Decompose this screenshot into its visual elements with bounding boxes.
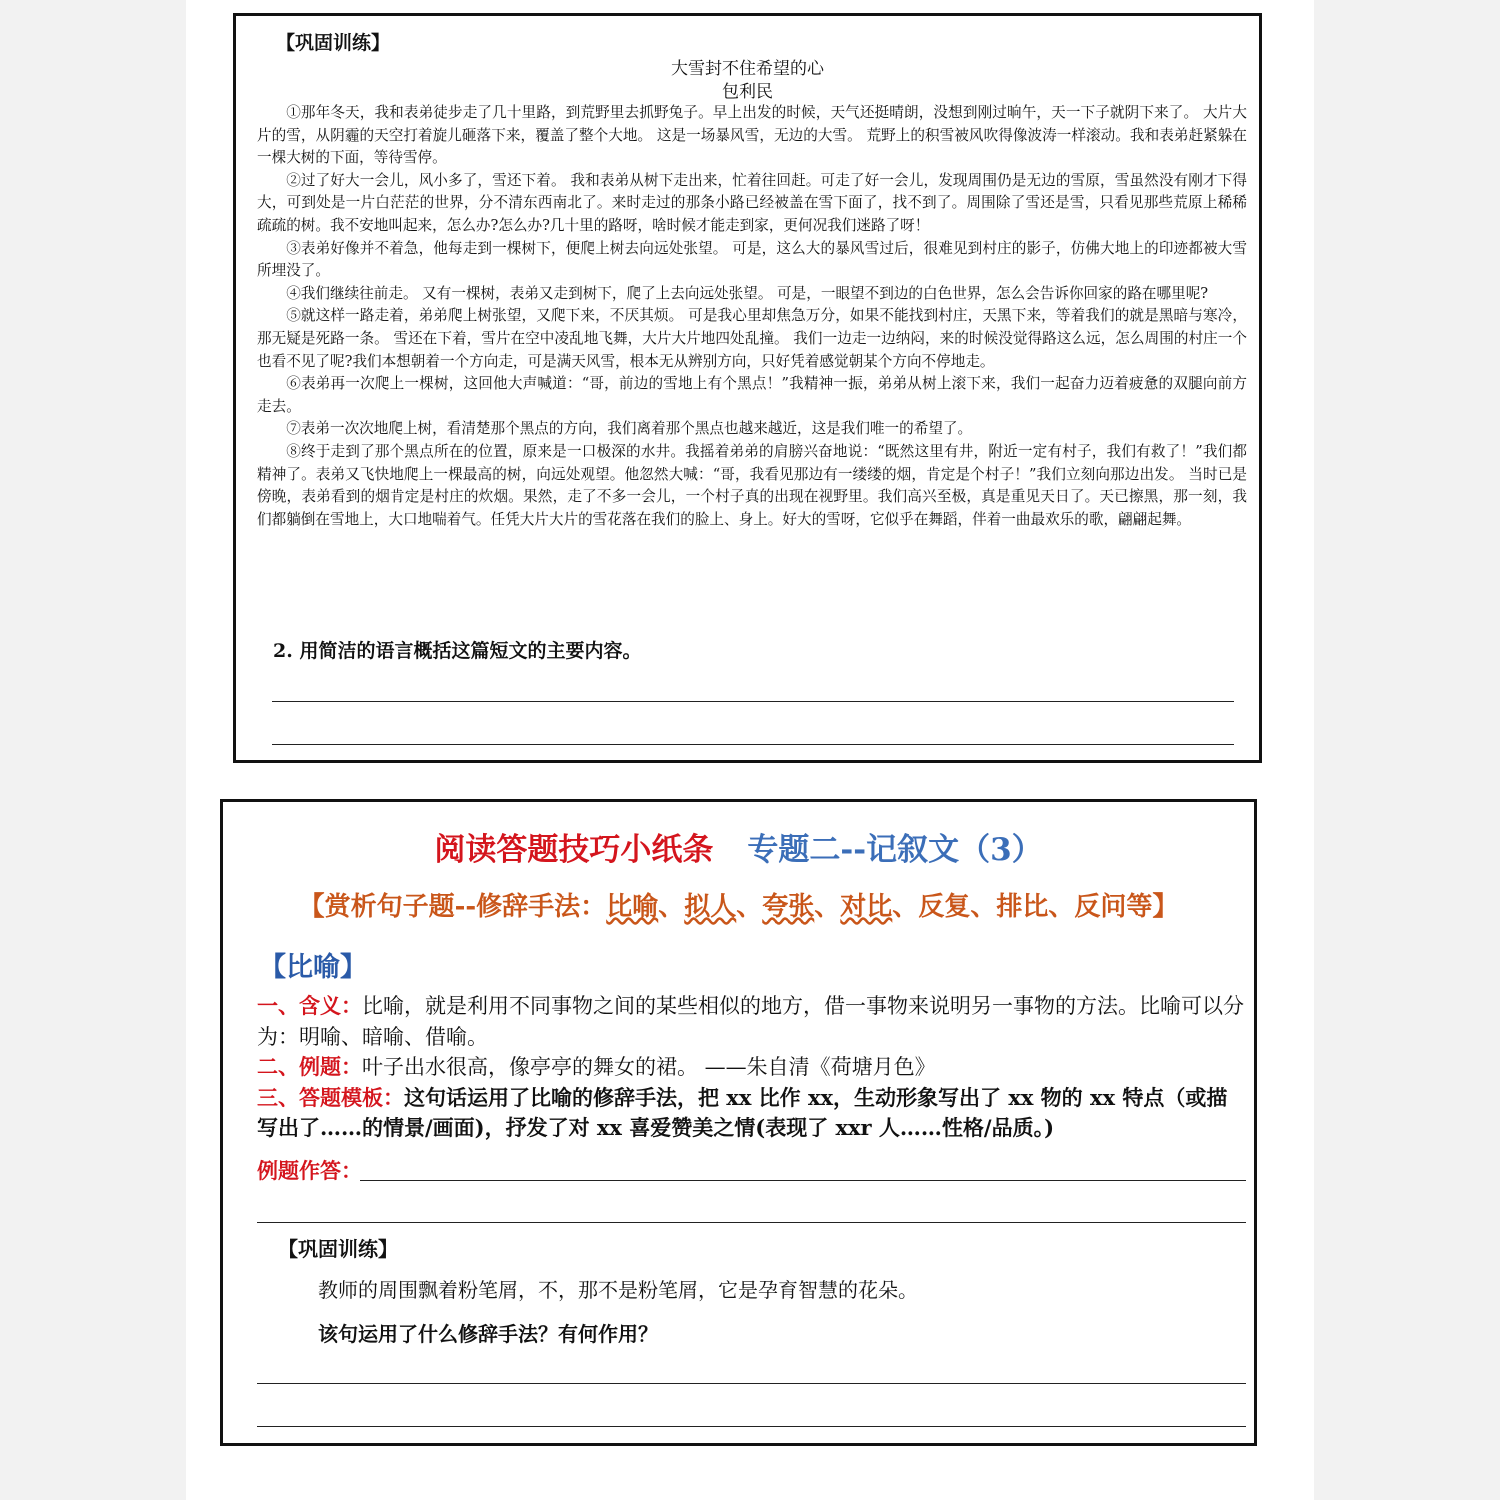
story-title: 大雪封不住希望的心 [671,59,824,79]
training-answer-line-1[interactable] [257,1383,1246,1384]
template-label: 三、答题模板： [257,1084,404,1110]
topic-item: 排比 [996,892,1049,922]
definition-template [257,1083,1245,1144]
paragraph-2: ②过了好大一会儿，风小多了，雪还下着。 我和表弟从树下走出来，忙着往回赶。可走了好一会儿，发现周围仍是无边的雪原，雪虽然没有刚才下得大，可到处是一片白茫茫的世界，分不清东西南北了。来时走过的那条小路已经被盖在雪下面了，找不到了。周围除了雪还是雪，只看见那些荒原上稀稀疏疏的树。我不安地叫起来，怎么办?怎么办?几十里的路呀，啥时候才能走到家，更何况我们迷路了呀！ [257,171,1247,234]
training-heading: 【巩固训练】 [278,1237,398,1261]
example-label: 二、例题： [257,1054,362,1079]
tips-title-main: 阅读答题技巧小纸条 [434,832,714,868]
paragraph-8: ⑧终于走到了那个黑点所在的位置，原来是一口极深的水井。我摇着弟弟的肩膀兴奋地说：“既然这里有井，附近一定有村子，我们有救了！”我们都精神了。表弟又飞快地爬上一棵最高的树，向远处观望。他忽然大喊：“哥，我看见那边有一缕缕的烟，肯定是个村子！”我们立刻向那边出发。 当时已是傍晚，表弟看到的烟肯定是村庄的炊烟。果然，走了不多一会儿，一个村子真的出现在视野里。我们高兴至极，真是重见天日了。天已擦黑，那一刻，我们都躺倒在雪地上，大口地喘着气。任凭大片大片的雪花落在我们的脸上、身上。好大的雪呀，它似乎在舞蹈，伴着一曲最欢乐的歌，翩翩起舞。 [257,442,1247,528]
topic-prefix: 【赏析句子题--修辞手法： [298,892,607,922]
topic-sep: 、 [892,892,919,922]
topic-sep: 、 [736,892,763,922]
training-answer-line-2[interactable] [257,1426,1246,1427]
section-heading-metaphor: 【比喻】 [259,952,367,983]
training-sentence: 教师的周围飘着粉笔屑，不，那不是粉笔屑，它是孕育智慧的花朵。 [318,1278,918,1302]
definition-example [257,1052,1245,1083]
paragraph-1: ①那年冬天，我和表弟徒步走了几十里路，到荒野里去抓野兔子。早上出发的时候，天气还挺晴朗，没想到刚过晌午，天一下子就阴下来了。 大片大片的雪，从阴霾的天空打着旋儿砸落下来，覆盖了整个大地。 这是一场暴风雪，无边的大雪。 荒野上的积雪被风吹得像波涛一样滚动。我和表弟赶紧躲在一棵大树的下面，等待雪停。 [257,104,1247,167]
topic-line [223,886,1254,923]
tips-title-sub: 专题二--记叙文（3） [747,832,1043,868]
training-card-story [233,13,1262,763]
card1-heading: 【巩固训练】 [276,32,391,54]
paragraph-3: ③表弟好像并不着急，他每走到一棵树下，便爬上树去向远处张望。 可是，这么大的暴风雪过后，很难见到村庄的影子，仿佛大地上的印迹都被大雪所埋没了。 [257,239,1247,280]
topic-item: 对比 [840,892,893,922]
tips-card-metaphor [220,799,1257,1446]
story-author: 包利民 [722,82,773,102]
definition-block [257,991,1245,1144]
template-text: 这句话运用了比喻的修辞手法，把 xx 比作 xx，生动形象写出了 xx 物的 xx 特点（或描写出了……的情景/画面)，抒发了对 xx 喜爱赞美之情(表现了 xxr 人……性格/品质。) [257,1084,1228,1140]
topic-sep: 、 [1048,892,1075,922]
paragraph-7: ⑦表弟一次次地爬上树，看清楚那个黑点的方向，我们离着那个黑点也越来越近，这是我们唯一的希望了。 [286,420,973,438]
topic-item: 反复 [918,892,971,922]
example-answer-label: 例题作答： [257,1158,362,1183]
topic-sep: 、 [970,892,997,922]
topic-sep: 、 [814,892,841,922]
example-answer-line-2[interactable] [257,1222,1246,1223]
tips-title [223,824,1254,869]
example-text: 叶子出水很高，像亭亭的舞女的裙。 ——朱自清《荷塘月色》 [362,1055,936,1079]
topic-item: 反问等 [1074,892,1153,922]
meaning-label: 一、含义： [257,993,362,1018]
paragraph-6: ⑥表弟再一次爬上一棵树，这回他大声喊道：“哥，前边的雪地上有个黑点！”我精神一振，弟弟从树上滚下来，我们一起奋力迈着疲惫的双腿向前方走去。 [257,375,1247,415]
topic-item: 比喻 [606,892,659,922]
answer-line-2[interactable] [272,744,1234,745]
topic-sep: 、 [658,892,685,922]
story-passage [257,102,1247,531]
example-answer-line-1[interactable] [360,1180,1246,1181]
topic-suffix: 】 [1152,892,1179,922]
summary-question: 2. 用简洁的语言概括这篇短文的主要内容。 [273,640,642,662]
training-question: 该句运用了什么修辞手法？有何作用？ [318,1322,658,1346]
meaning-text: 比喻，就是利用不同事物之间的某些相似的地方，借一事物来说明另一事物的方法。比喻可以分为：明喻、暗喻、借喻。 [257,994,1244,1049]
topic-item: 夸张 [762,892,815,922]
answer-line-1[interactable] [272,701,1234,702]
paragraph-5: ⑤就这样一路走着，弟弟爬上树张望，又爬下来，不厌其烦。 可是我心里却焦急万分，如果不能找到村庄，天黑下来，等着我们的就是黑暗与寒冷，那无疑是死路一条。 雪还在下着，雪片在空中凌乱地飞舞，大片大片地四处乱撞。 我们一边走一边纳闷，来的时候没觉得路这么远，怎么周围的村庄一个也看不见了呢?我们本想朝着一个方向走，可是满天风雪，根本无从辨别方向，只好凭着感觉朝某个方向不停地走。 [257,307,1247,370]
definition-meaning [257,991,1245,1052]
paragraph-4: ④我们继续往前走。 又有一棵树，表弟又走到树下，爬了上去向远处张望。 可是，一眼望不到边的白色世界，怎么会告诉你回家的路在哪里呢? [286,284,1209,302]
topic-item: 拟人 [684,892,737,922]
